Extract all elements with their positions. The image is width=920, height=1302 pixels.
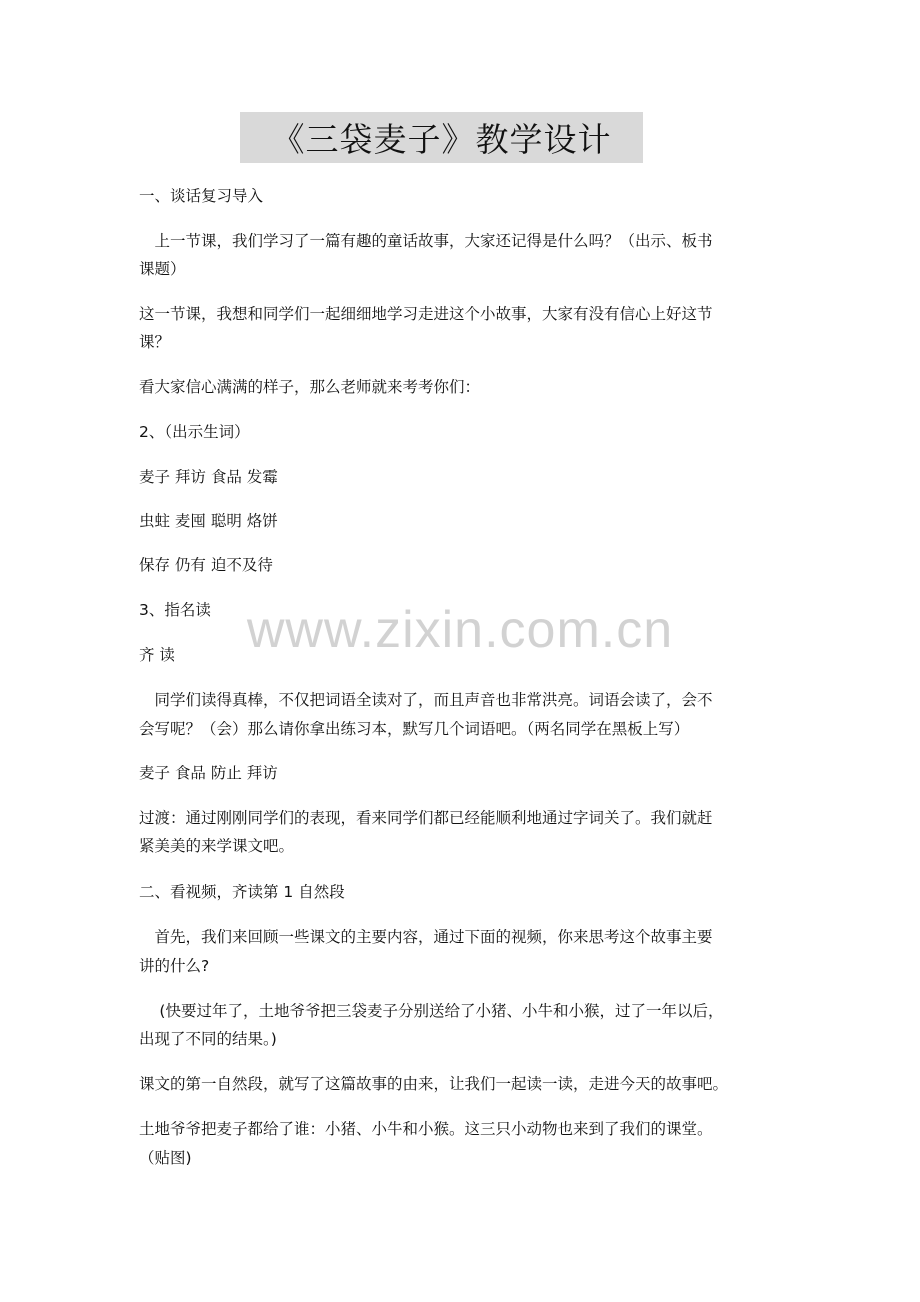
- paragraph-line: 看大家信心满满的样子，那么老师就来考考你们：: [139, 378, 481, 396]
- paragraph-line: 讲的什么?: [139, 957, 210, 975]
- paragraph-line: 课题）: [139, 260, 186, 278]
- paragraph-line: 课？: [139, 333, 171, 351]
- section-heading-4: 二、看视频，齐读第 1 自然段: [139, 883, 345, 901]
- paragraph-line: (快要过年了，土地爷爷把三袋麦子分别送给了小猪、小牛和小猴，过了一年以后，: [139, 1002, 724, 1020]
- section-heading-3: 3、指名读: [139, 601, 211, 619]
- paragraph-line: 同学们读得真棒，不仅把词语全读对了，而且声音也非常洪亮。词语会读了，会不: [139, 691, 713, 709]
- paragraph-line: 这一节课，我想和同学们一起细细地学习走进这个小故事，大家有没有信心上好这节: [139, 305, 713, 323]
- document-title: 《三袋麦子》教学设计: [271, 120, 612, 159]
- paragraph-line: 过渡：通过刚刚同学们的表现，看来同学们都已经能顺利地通过字词关了。我们就赶: [139, 809, 713, 827]
- word-list-line: 虫蛀 麦囤 聪明 烙饼: [139, 512, 278, 530]
- paragraph-line: （贴图): [139, 1149, 192, 1167]
- paragraph-line: 出现了不同的结果。): [139, 1030, 277, 1048]
- paragraph-line: 会写呢？（会）那么请你拿出练习本，默写几个词语吧。（两名同学在黑板上写）: [139, 720, 690, 738]
- word-list-line: 麦子 食品 防止 拜访: [139, 764, 278, 782]
- paragraph-line: 首先，我们来回顾一些课文的主要内容，通过下面的视频，你来思考这个故事主要: [139, 928, 713, 946]
- paragraph-line: 齐 读: [139, 646, 175, 664]
- word-list-line: 保存 仍有 迫不及待: [139, 556, 273, 574]
- paragraph-line: 紧美美的来学课文吧。: [139, 837, 295, 855]
- section-heading-2: 2、（出示生词）: [139, 423, 250, 441]
- watermark: www.zixin.com.cn: [246, 601, 674, 659]
- paragraph-line: 土地爷爷把麦子都给了谁：小猪、小牛和小猴。这三只小动物也来到了我们的课堂。: [139, 1120, 713, 1138]
- paragraph-line: 课文的第一自然段，就写了这篇故事的由来，让我们一起读一读，走进今天的故事吧。: [139, 1075, 729, 1093]
- section-heading-1: 一、谈话复习导入: [139, 187, 264, 205]
- paragraph-line: 上一节课，我们学习了一篇有趣的童话故事，大家还记得是什么吗？（出示、板书: [139, 232, 713, 250]
- word-list-line: 麦子 拜访 食品 发霉: [139, 468, 278, 486]
- title-highlight: [240, 112, 643, 163]
